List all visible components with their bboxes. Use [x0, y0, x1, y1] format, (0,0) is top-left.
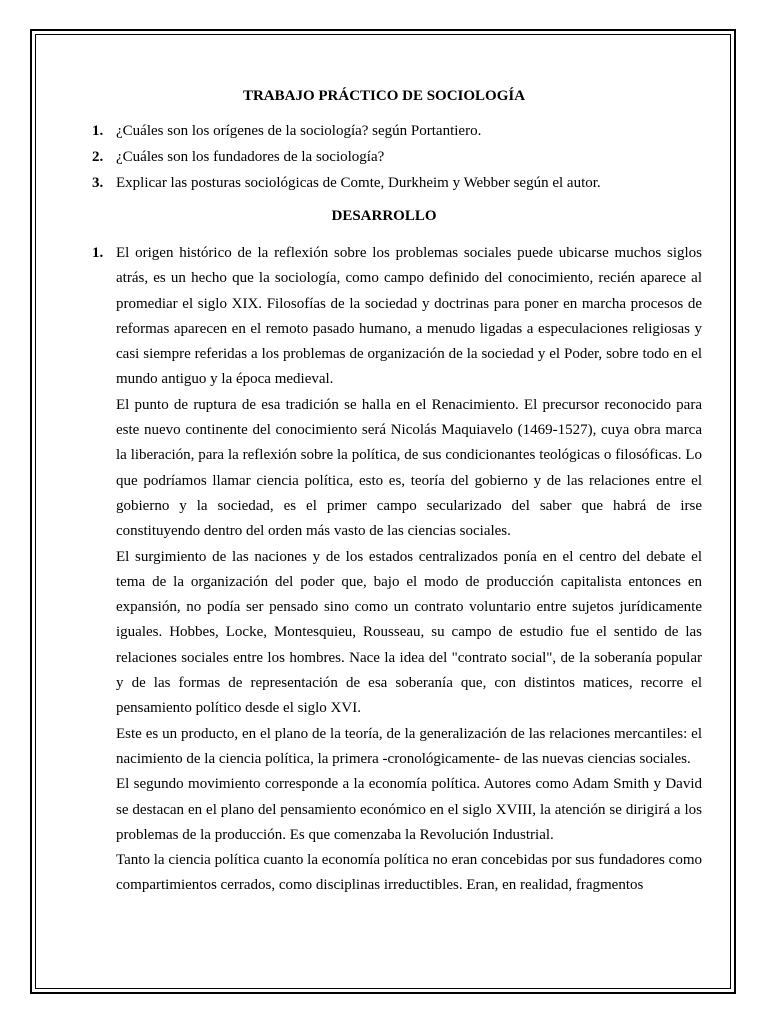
question-text: Explicar las posturas sociológicas de Comte, Durkheim y Webber según el autor. — [116, 175, 601, 191]
question-item — [92, 148, 702, 174]
paragraph: El surgimiento de las naciones y de los estados centralizados ponía en el centro del debate el tema de la organización del poder que, bajo el modo de producción capitalista entonces en expansión, no podía ser pensado sino como un contrato voluntario entre sujetos jurídicamente iguales. Hobbes, Locke, Montesquieu, Rousseau, su campo de estudio fue el sentido de las relaciones sociales entre los hombres. Nace la idea del "contrato social", de la soberanía popular y de las formas de representación de esa soberanía que, con distintos matices, recorre el pensamiento político desde el siglo XVI. — [116, 548, 702, 717]
question-text: ¿Cuáles son los orígenes de la sociología? según Portantiero. — [116, 123, 482, 139]
question-item — [92, 122, 702, 148]
paragraph: El segundo movimiento corresponde a la economía política. Autores como Adam Smith y David se destacan en el plano del pensamiento económico en el siglo XVIII, la atención se dirigirá a los problemas de la producción. Es que comenzaba la Revolución Industrial. — [116, 776, 702, 843]
answer-number: 1. — [92, 245, 104, 261]
answer-body — [116, 241, 702, 899]
section-title: DESARROLLO — [331, 208, 437, 224]
question-number: 3. — [92, 175, 104, 191]
paragraph: Este es un producto, en el plano de la teoría, de la generalización de las relaciones mercantiles: el nacimiento de la ciencia política, la primera -cronológicamente- de las nuevas ciencias sociales. — [116, 725, 702, 767]
document-title: TRABAJO PRÁCTICO DE SOCIOLOGÍA — [242, 88, 526, 104]
paragraph: Tanto la ciencia política cuanto la economía política no eran concebidas por sus fundadores como compartimientos cerrados, como disciplinas irreductibles. Eran, en realidad, fragmentos — [116, 852, 702, 894]
answer-section — [92, 241, 702, 899]
paragraph: El origen histórico de la reflexión sobre los problemas sociales puede ubicarse muchos siglos atrás, es un hecho que la sociología, como campo definido del conocimiento, recién aparece al promediar el siglo XIX. Filosofías de la sociedad y doctrinas para poner en marcha procesos de reformas aparecen en el remoto pasado humano, a menudo ligadas a especulaciones religiosas y casi siempre referidas a los problemas de organización de la sociedad y el Poder, sobre todo en el mundo antiguo y la época medieval. — [116, 245, 702, 388]
question-list — [92, 122, 702, 200]
question-text: ¿Cuáles son los fundadores de la sociología? — [116, 149, 385, 165]
question-number: 2. — [92, 149, 104, 165]
question-number: 1. — [92, 123, 104, 139]
question-item — [92, 174, 702, 200]
paragraph: El punto de ruptura de esa tradición se halla en el Renacimiento. El precursor reconocido para este nuevo continente del conocimiento será Nicolás Maquiavelo (1469-1527), cuya obra marca la liberación, para la reflexión sobre la política, de sus condicionantes teológicas o filosóficas. Lo que podríamos llamar ciencia política, esto es, teoría del gobierno y de las relaciones entre el gobierno y la sociedad, es el primer campo secularizado del saber que habrá de irse constituyendo dentro del orden más vasto de las ciencias sociales. — [116, 396, 702, 540]
